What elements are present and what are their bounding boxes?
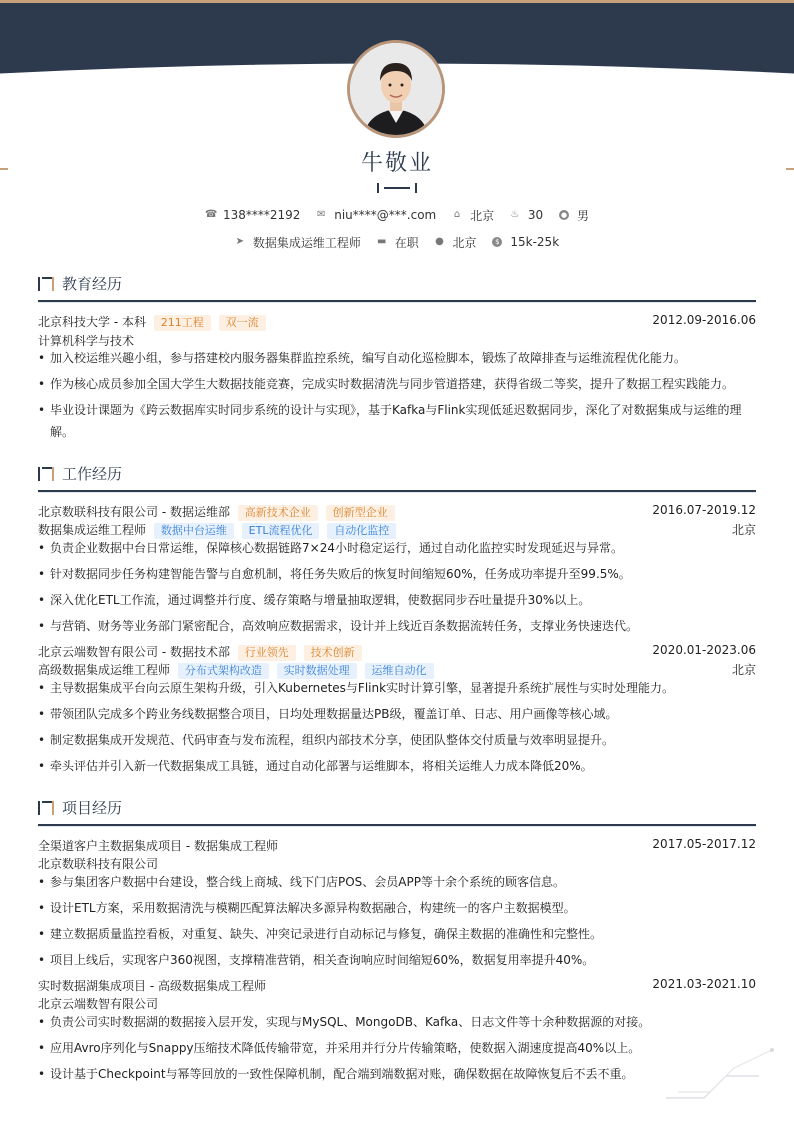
age-item xyxy=(510,208,543,222)
phone-value: 138****2192 xyxy=(222,208,301,222)
work-period: 2016.07-2019.12 xyxy=(652,503,756,517)
salary-value: 15k-25k xyxy=(510,235,560,249)
location-item xyxy=(452,207,494,224)
work-city: 北京 xyxy=(731,523,756,537)
status-item xyxy=(377,234,419,251)
project-period: 2017.05-2017.12 xyxy=(652,837,756,851)
projects-section-title xyxy=(38,797,122,818)
project-company: 北京云端数智有限公司 xyxy=(38,997,159,1011)
age-value: 30 xyxy=(527,208,544,222)
cake-icon: ♨ xyxy=(510,209,520,220)
work-bullet: • 深入优化ETL工作流，通过调整并行度、缓存策略与增量抽取逻辑，使数据同步吞吐量提升30%以上。 xyxy=(38,593,591,607)
education-bullet: • 加入校运维兴趣小组，参与搭建校内服务器集群监控系统，编写自动化巡检脚本，锻炼了故障排查与运维流程优化能力。 xyxy=(38,351,687,365)
job-intent-row xyxy=(0,233,794,251)
briefcase-icon: ▬ xyxy=(376,236,387,247)
skill-tag: 运维自动化 xyxy=(365,663,434,679)
company-name: 北京数联科技有限公司 - 数据运维部 xyxy=(38,505,230,519)
company-tag: 行业领先 xyxy=(238,645,296,661)
location-value: 北京 xyxy=(470,208,495,223)
work-header-row xyxy=(38,503,756,521)
work-divider xyxy=(38,490,756,492)
work-bullet: • 针对数据同步任务构建智能告警与自愈机制，将任务失败后的恢复时间缩短60%，任务成功率提升至99.5%。 xyxy=(38,567,631,581)
gender-item xyxy=(559,207,589,224)
phone-icon: ☎ xyxy=(204,209,218,220)
education-bullet: • 作为核心成员参加全国大学生大数据技能竞赛，完成实时数据清洗与同步管道搭建，获得省级二等奖，提升了数据工程实践能力。 xyxy=(38,377,735,391)
email-icon: ✉ xyxy=(317,209,326,220)
project-company-row xyxy=(38,995,756,1012)
project-company-row xyxy=(38,855,756,872)
project-name: 全渠道客户主数据集成项目 - 数据集成工程师 xyxy=(38,839,278,853)
company-name: 北京云端数智有限公司 - 数据技术部 xyxy=(38,645,230,659)
work-bullet: • 带领团队完成多个跨业务线数据整合项目，日均处理数据量达PB级，覆盖订单、日志、用户画像等核心域。 xyxy=(38,707,618,721)
position-value: 数据集成运维工程师 xyxy=(252,235,361,250)
gender-icon: ● xyxy=(560,211,568,219)
project-period: 2021.03-2021.10 xyxy=(652,977,756,991)
work-bullet: • 负责企业数据中台日常运维，保障核心数据链路7×24小时稳定运行，通过自动化监控实时发现延迟与异常。 xyxy=(38,541,623,555)
projects-divider xyxy=(38,824,756,826)
school-tag: 双一流 xyxy=(219,315,266,331)
salary-item xyxy=(492,235,559,249)
education-section-title xyxy=(38,273,122,294)
education-divider xyxy=(38,300,756,302)
corner-decoration xyxy=(664,1048,774,1103)
school-name: 北京科技大学 - 本科 xyxy=(38,315,146,329)
work-period: 2020.01-2023.06 xyxy=(652,643,756,657)
status-value: 在职 xyxy=(394,235,419,250)
candidate-name: 牛敬业 xyxy=(360,151,433,176)
avatar-photo xyxy=(350,43,442,135)
money-icon: $ xyxy=(492,237,502,247)
section-mark-icon xyxy=(38,801,54,815)
project-company: 北京数联科技有限公司 xyxy=(38,857,159,871)
project-bullet: • 项目上线后，实现客户360视图，支撑精准营销，相关查询响应时间缩短60%，数据复用率提升40%。 xyxy=(38,953,595,967)
location-icon: ● xyxy=(435,236,444,247)
major: 计算机科学与技术 xyxy=(38,334,135,348)
projects-heading: 项目经历 xyxy=(62,799,123,817)
phone-item xyxy=(205,208,300,222)
project-bullet: • 设计基于Checkpoint与幂等回放的一致性保障机制，配合端到端数据对账，确保数据在故障恢复后不丢不重。 xyxy=(38,1067,634,1081)
send-icon: ➤ xyxy=(235,236,245,247)
home-icon: ⌂ xyxy=(453,209,461,220)
skill-tag: ETL流程优化 xyxy=(242,523,320,539)
skill-tag: 分布式架构改造 xyxy=(178,663,269,679)
project-bullet: • 建立数据质量监控看板，对重复、缺失、冲突记录进行自动标记与修复，确保主数据的准确性和完整性。 xyxy=(38,927,603,941)
email-item xyxy=(316,208,436,222)
job-title: 数据集成运维工程师 xyxy=(38,523,147,537)
project-header-row xyxy=(38,837,756,854)
work-city: 北京 xyxy=(731,663,756,677)
project-bullet: • 负责公司实时数据湖的数据接入层开发，实现与MySQL、MongoDB、Kafka、日志文件等十余种数据源的对接。 xyxy=(38,1015,651,1029)
work-heading: 工作经历 xyxy=(62,465,123,483)
education-bullet-continued: 解。 xyxy=(50,425,75,439)
job-title: 高级数据集成运维工程师 xyxy=(38,663,171,677)
work-section-title xyxy=(38,463,122,484)
section-mark-icon xyxy=(38,277,54,291)
work-bullet: • 制定数据集成开发规范、代码审查与发布流程，组织内部技术分享，使团队整体交付质量与效率明显提升。 xyxy=(38,733,615,747)
education-heading: 教育经历 xyxy=(62,275,123,293)
project-header-row xyxy=(38,977,756,994)
education-header-row xyxy=(38,313,756,331)
city-value: 北京 xyxy=(452,235,477,250)
skill-tag: 自动化监控 xyxy=(327,523,396,539)
school-tag: 211工程 xyxy=(154,315,211,331)
gender-value: 男 xyxy=(577,208,590,223)
contact-info-row xyxy=(0,206,794,224)
education-period: 2012.09-2016.06 xyxy=(652,313,756,327)
section-mark-icon xyxy=(38,467,54,481)
work-bullet: • 主导数据集成平台向云原生架构升级，引入Kubernetes与Flink实时计算引擎，显著提升系统扩展性与实时处理能力。 xyxy=(38,681,675,695)
city-item xyxy=(435,234,477,251)
company-tag: 创新型企业 xyxy=(326,505,395,521)
email-value: niu****@***.com xyxy=(334,208,437,222)
company-tag: 高新技术企业 xyxy=(238,505,318,521)
skill-tag: 实时数据处理 xyxy=(277,663,357,679)
project-name: 实时数据湖集成项目 - 高级数据集成工程师 xyxy=(38,979,266,993)
work-bullet: • 与营销、财务等业务部门紧密配合，高效响应数据需求，设计并上线近百条数据流转任务，支撑业务快速迭代。 xyxy=(38,619,639,633)
work-bullet: • 牵头评估并引入新一代数据集成工具链，通过自动化部署与运维脚本，将相关运维人力成本降低20%。 xyxy=(38,759,593,773)
project-bullet: • 设计ETL方案，采用数据清洗与模糊匹配算法解决多源异构数据融合，构建统一的客户主数据模型。 xyxy=(38,901,576,915)
education-bullet: • 毕业设计课题为《跨云数据库实时同步系统的设计与实现》，基于Kafka与Flink实现低延迟数据同步，深化了对数据集成与运维的理 xyxy=(38,403,742,417)
avatar xyxy=(347,40,445,138)
project-bullet: • 参与集团客户数据中台建设，整合线上商城、线下门店POS、会员APP等十余个系统的顾客信息。 xyxy=(38,875,565,889)
project-bullet: • 应用Avro序列化与Snappy压缩技术降低传输带宽，并采用并行分片传输策略，使数据入湖速度提高40%以上。 xyxy=(38,1041,641,1055)
name-divider xyxy=(375,182,419,194)
work-header-row xyxy=(38,643,756,661)
position-item xyxy=(235,234,361,251)
company-tag: 技术创新 xyxy=(304,645,362,661)
skill-tag: 数据中台运维 xyxy=(154,523,234,539)
